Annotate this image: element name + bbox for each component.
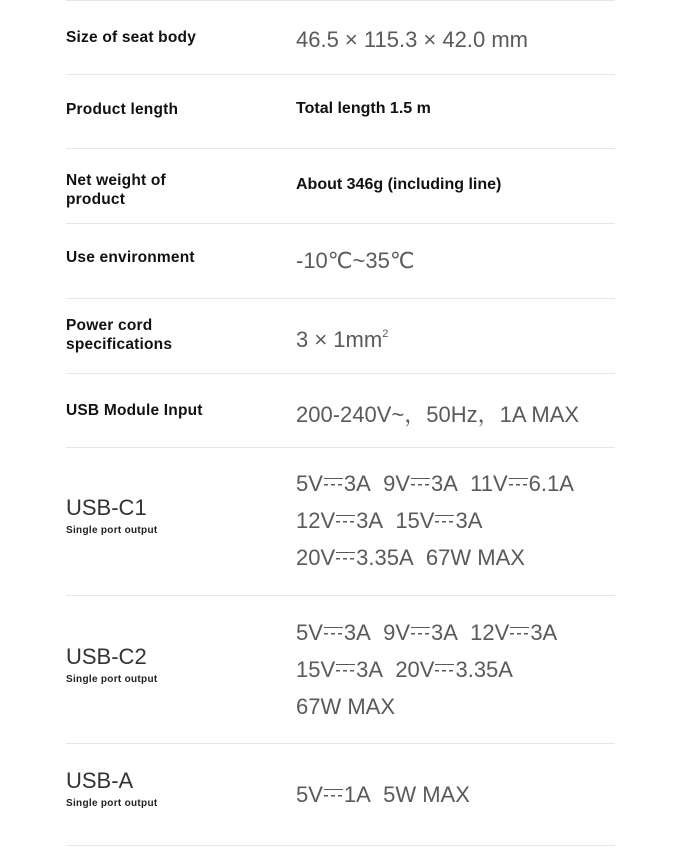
dc-current-icon <box>336 664 355 674</box>
spec-label-line: Power cord <box>66 317 153 334</box>
dc-current-icon <box>324 627 343 637</box>
row-divider <box>66 595 615 596</box>
port-name-usb-c2: USB-C2 <box>66 644 147 669</box>
spec-value-use-environment: -10℃~35℃ <box>296 248 415 273</box>
port-name-usb-a: USB-A <box>66 768 134 793</box>
port-subtitle-usb-c1: Single port output <box>66 525 158 536</box>
spec-label-use-environment: Use environment <box>66 249 195 266</box>
spec-label-net-weight <box>66 171 281 209</box>
output-voltage: 15V <box>395 508 435 533</box>
output-voltage: 11V <box>470 471 508 496</box>
spec-label-line: specifications <box>66 336 173 353</box>
output-line <box>296 688 626 725</box>
output-line <box>296 614 626 651</box>
output-line <box>296 502 626 539</box>
output-current: 3A <box>356 508 384 533</box>
output-current: 3A <box>431 620 458 645</box>
output-voltage: 5V <box>296 620 323 645</box>
output-current: 3A <box>530 620 558 645</box>
dc-current-icon <box>411 478 430 488</box>
output-line <box>296 776 626 813</box>
power-cord-value-superscript: 2 <box>382 328 389 340</box>
spec-value-power-cord <box>296 316 626 358</box>
output-voltage: 15V <box>296 657 336 682</box>
row-divider <box>66 74 615 75</box>
row-divider <box>66 845 615 846</box>
dc-current-icon <box>435 664 454 674</box>
output-voltage: 5V <box>296 471 323 496</box>
output-current: 3A <box>356 657 384 682</box>
row-divider <box>66 148 615 149</box>
dc-current-icon <box>435 515 454 525</box>
port-subtitle-usb-c2: Single port output <box>66 674 158 685</box>
output-voltage: 12V <box>296 508 336 533</box>
port-subtitle-usb-a: Single port output <box>66 798 158 809</box>
spec-value-usb-input: 200-240V~，50Hz，1A MAX <box>296 402 580 427</box>
output-total: 67W MAX <box>425 545 525 570</box>
output-line <box>296 539 626 576</box>
spec-label-usb-input: USB Module Input <box>66 402 203 419</box>
spec-label-line: product <box>66 191 126 208</box>
row-divider <box>66 373 615 374</box>
output-total: 5W MAX <box>383 782 470 807</box>
dc-current-icon <box>411 627 430 637</box>
output-voltage: 9V <box>383 620 410 645</box>
spec-label-power-cord <box>66 316 281 354</box>
spec-label-seat-size: Size of seat body <box>66 29 197 46</box>
row-divider <box>66 447 615 448</box>
output-voltage: 20V <box>395 657 435 682</box>
dc-current-icon <box>336 515 355 525</box>
output-current: 3A <box>343 620 371 645</box>
output-current: 3A <box>455 508 483 533</box>
row-divider <box>66 0 615 1</box>
dc-current-icon <box>509 478 528 488</box>
port-name-usb-c1: USB-C1 <box>66 495 147 520</box>
port-output-usb-c1 <box>296 465 626 576</box>
output-current: 6.1A <box>528 471 574 496</box>
output-voltage: 9V <box>383 471 410 496</box>
power-cord-value-main: 3 × 1mm <box>296 327 383 352</box>
spec-label-line: Net weight of <box>66 172 166 189</box>
dc-current-icon <box>324 478 343 488</box>
output-current: 1A <box>343 782 371 807</box>
output-voltage: 12V <box>470 620 510 645</box>
output-current: 3A <box>343 471 371 496</box>
port-output-usb-a <box>296 776 626 813</box>
dc-current-icon <box>336 552 355 562</box>
port-output-usb-c2 <box>296 614 626 725</box>
output-current: 3A <box>431 471 458 496</box>
output-line <box>296 651 626 688</box>
dc-current-icon <box>324 789 343 799</box>
output-total: 67W MAX <box>296 694 396 719</box>
spec-label-product-length: Product length <box>66 101 179 118</box>
row-divider <box>66 223 615 224</box>
output-voltage: 20V <box>296 545 336 570</box>
spec-value-seat-size: 46.5 × 115.3 × 42.0 mm <box>296 27 528 52</box>
row-divider <box>66 743 615 744</box>
spec-value-product-length: Total length 1.5 m <box>296 100 431 117</box>
output-current: 3.35A <box>455 657 513 682</box>
row-divider <box>66 298 615 299</box>
output-line <box>296 465 626 502</box>
spec-value-net-weight: About 346g (including line) <box>296 176 502 193</box>
output-voltage: 5V <box>296 782 323 807</box>
dc-current-icon <box>510 627 529 637</box>
output-current: 3.35A <box>356 545 414 570</box>
